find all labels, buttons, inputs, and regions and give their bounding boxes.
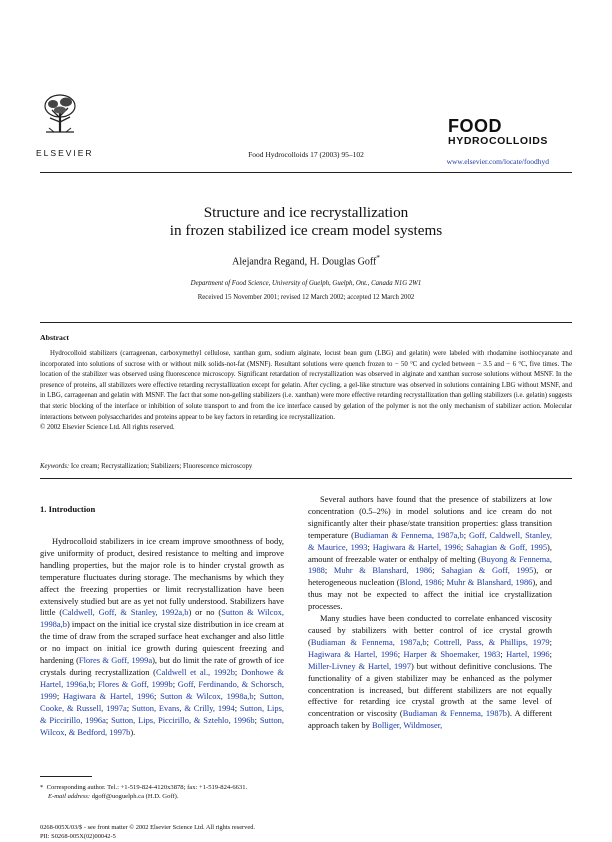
paragraph-text: ; — [105, 714, 112, 725]
paragraph-text: ; — [153, 690, 161, 701]
abstract-body — [40, 349, 572, 434]
paragraph-text: ), or heterogeneous nucleation ( — [308, 565, 552, 588]
abstract-text: Hydrocolloid stabilizers (carrageenan, carboxymethyl cellulose, xanthan gum, sodium alginate, locust bean gum (LBG) and gelatin) were labeled with rhodamine isothiocyanate and incorporated into solutions of sucrose with or without milk solids-not-fat (MSNF). Resultant solutions were quench frozen to − 50 °C and cycled between − 3.5 and − 6 °C, five times. The location of the stabilizer was observed using fluorescence microscopy. Significant retardation of recrystallization was observed in alginate and xanthan sucrose solutions without MSNF. In the presence of proteins, all stabilizers were effective retarding recrystallization except for gelatin. After cycling, a gel-like structure was observed in solutions containing LBG without MSNF, and in LBG, carrageenan and gelatin with MSNF. The fact that some non-gelling stabilizers (i.e. xanthan) were more effective retarding recrystallization than gelling stabilizers (i.e. gelatin) suggests that steric blocking of the interface or inhibition of solute transport to and from the ice interface caused by gelation of the polymer is not the only mechanism of stabilizer action. Molecular interactions between polysaccharides and proteins appear to be key factors in retarding ice recrystallization. — [40, 350, 572, 421]
paragraph-text: Several authors have found that the presence of stabilizers at low concentration (0.5–2%) in model solutions and ice cream do not significantly alter their phase/state transition properties: glass transition temperature ( — [308, 494, 552, 540]
header-rule — [40, 172, 572, 173]
email-address: dgoff@uoguelph.ca (H.D. Goff). — [91, 793, 179, 801]
journal-logo-line1: FOOD — [448, 116, 503, 136]
paragraph-text: ) but without definitive conclusions. The functionality of a given stabilizer may be enhanced as the polymer concentration is increased, but different stabilizers are not equally effective for retarding ice crystal growth at the same level of concentration or viscosity ( — [308, 660, 553, 719]
paragraph-text: ), but do limit the rate of growth of ice crystals during recrystallization ( — [40, 655, 284, 677]
article-title — [0, 204, 612, 241]
paragraph-text: ; — [172, 678, 178, 689]
intro-paragraph-3 — [308, 613, 552, 732]
paragraph-text: ; — [397, 648, 404, 659]
citation-link[interactable]: Hagiwara & Hartel, 1996 — [63, 690, 154, 701]
citation-link[interactable]: Sutton, Evans, & Crilly, 1994 — [131, 702, 235, 713]
citation-link[interactable]: Budiaman & Fennema, 1987a,b — [353, 529, 464, 540]
intro-paragraph-1 — [40, 536, 284, 738]
citation-link[interactable]: Sahagian & Goff, 1995 — [466, 541, 548, 552]
page-footer — [40, 823, 255, 841]
citation-link[interactable]: Caldwell, Goff, & Stanley, 1992a,b — [62, 607, 189, 618]
column-right — [308, 494, 552, 732]
paragraph-text: ; — [126, 702, 132, 713]
paragraph-text: ; — [500, 648, 507, 659]
paragraph-text: ) or no ( — [188, 607, 222, 618]
paragraph-text: ; — [367, 541, 373, 552]
citation-link[interactable]: Sutton & Wilcox, 1998a,b — [40, 607, 284, 630]
abstract-top-rule — [40, 322, 572, 323]
paragraph-text: ; — [441, 577, 447, 588]
citation-link[interactable]: Miller-Livney & Hartel, 1997 — [308, 660, 411, 671]
citation-link[interactable]: Cottrell, Pass, & Phillips, 1979 — [433, 636, 550, 647]
paragraph-text: ; — [463, 529, 469, 540]
email-label: E-mail address: — [48, 793, 91, 801]
authors: Alejandra Regand, H. Douglas Goff — [232, 256, 377, 268]
footer-line-2: PII: S0268-005X(02)00042-5 — [40, 833, 116, 840]
paragraph-text: ; — [432, 565, 442, 576]
paragraph-text: ; — [549, 636, 553, 647]
intro-paragraph-2 — [308, 494, 552, 613]
journal-url-link[interactable]: www.elsevier.com/locate/foodhyd — [446, 157, 549, 166]
paragraph-text: ), and thus may not be expected to affect the initial ice crystallization processes. — [308, 577, 552, 612]
citation-link[interactable]: Hagiwara & Hartel, 1996 — [372, 541, 461, 552]
footnote — [40, 783, 284, 801]
citation-link[interactable]: Sutton, Cooke, & Russell, 1997a — [40, 690, 284, 713]
affiliation: Department of Food Science, University of Guelph, Guelph, Ont., Canada N1G 2W1 — [190, 280, 422, 287]
citation-link[interactable]: Budiaman & Fennema, 1987b — [402, 708, 508, 719]
citation-link[interactable]: Donhowe & Hartel, 1996a,b — [40, 666, 284, 689]
citation-link[interactable]: Goff, Ferdinando, & Schorsch, 1999 — [40, 678, 284, 701]
citation-link[interactable]: Flores & Goff, 1999a — [78, 655, 153, 666]
journal-logo — [448, 118, 548, 147]
citation-link[interactable]: Buyong & Fennema, 1988 — [308, 553, 552, 576]
corresponding-author-mark: * — [376, 254, 380, 262]
keywords-label: Keywords: — [40, 463, 70, 470]
citation-link[interactable]: Sutton & Wilcox, 1998a,b — [160, 690, 254, 701]
paragraph-text: ; — [426, 636, 434, 647]
citation-link[interactable]: Bolliger, Wildmoser, — [371, 720, 443, 731]
journal-logo-line2: HYDROCOLLOIDS — [448, 135, 548, 147]
paragraph-text: ; — [254, 714, 260, 725]
citation-link[interactable]: Flores & Goff, 1999b — [97, 678, 173, 689]
abstract-heading: Abstract — [40, 333, 70, 342]
citation-link[interactable]: Hagiwara & Hartel, 1996 — [308, 648, 398, 659]
citation-link[interactable]: Hartel, 1996 — [506, 648, 550, 659]
footer-line-1: 0268-005X/03/$ - see front matter © 2002 Elsevier Science Ltd. All rights reserved. — [40, 824, 255, 831]
citation-link[interactable]: Sutton, Lips, Piccirillo, & Sztehlo, 1996b — [111, 714, 255, 725]
paragraph-text: ; — [253, 690, 260, 701]
paragraph-text: ; — [56, 690, 64, 701]
publisher-name: ELSEVIER — [36, 148, 94, 158]
paragraph-text: ; — [234, 702, 240, 713]
abstract-copyright: © 2002 Elsevier Science Ltd. All rights reserved. — [40, 424, 175, 432]
paragraph-text: ; — [234, 666, 241, 677]
citation-link[interactable]: Muhr & Blanshard, 1986 — [333, 565, 433, 576]
paragraph-text: ; — [549, 648, 552, 659]
section-heading-introduction: 1. Introduction — [40, 504, 96, 514]
paragraph-text: ). — [130, 726, 136, 737]
paragraph-text: Many studies have been conducted to correlate enhanced viscosity caused by stabilizers with better control of ice crystal growth ( — [308, 613, 552, 647]
paragraph-text: ; — [460, 541, 467, 552]
citation-link[interactable]: Harper & Shoemaker, 1983 — [403, 648, 501, 659]
journal-citation: Food Hydrocolloids 17 (2003) 95–102 — [248, 150, 364, 159]
citation-link[interactable]: Blond, 1986 — [399, 577, 442, 588]
citation-link[interactable]: Sutton, Lips, & Piccirillo, 1996a — [40, 702, 284, 725]
paragraph-text: ). A different approach taken by — [308, 708, 552, 731]
paragraph-text: ) impact on the initial ice crystal size distribution in ice cream at the time of draw from the scraped surface heat exchanger and also little or no impact on initial ice growth during quiescent freezing and hardening ( — [40, 619, 284, 666]
footnote-mark: * — [40, 784, 44, 791]
title-line-2: in frozen stabilized ice cream model systems — [169, 222, 443, 240]
author-list — [0, 254, 612, 267]
citation-link[interactable]: Sahagian & Goff, 1995 — [441, 565, 534, 576]
paragraph-text: Hydrocolloid stabilizers in ice cream improve smoothness of body, give uniformity of product, desired resistance to melting and improve handling properties, but the major role is to hinder crystal growth as temperature fluctuates during storage. The mechanisms by which they affect the freezing properties or limit recrystallization have been extensively studied but are as yet not fully understood. Stabilizers have little ( — [40, 536, 284, 618]
citation-link[interactable]: Budiaman & Fennema, 1987a,b — [310, 636, 427, 647]
title-line-1: Structure and ice recrystallization — [203, 204, 409, 221]
footnote-contact-text: Corresponding author. Tel.: +1-519-824-4120x3878; fax: +1-519-824-6631. — [46, 784, 248, 791]
abstract-bottom-rule — [40, 478, 572, 479]
citation-link[interactable]: Goff, Caldwell, Stanley, & Maurice, 1993 — [308, 529, 552, 552]
footnote-contact — [40, 783, 284, 792]
paragraph-text: ; — [92, 678, 98, 689]
footnote-rule — [40, 776, 92, 777]
keywords-list: Ice cream; Recrystallization; Stabilizers; Fluorescence microscopy — [70, 463, 253, 470]
keywords — [40, 463, 252, 470]
paragraph-text: ), amount of freezable water or enthalpy of melting ( — [308, 541, 552, 564]
paragraph-text: ; — [324, 565, 334, 576]
elsevier-tree-logo — [40, 92, 80, 136]
column-left — [40, 536, 284, 738]
citation-link[interactable]: Caldwell et al., 1992b — [155, 666, 235, 677]
citation-link[interactable]: Sutton, Wilcox, & Bedford, 1997b — [40, 714, 284, 737]
footnote-email — [40, 792, 284, 801]
article-dates: Received 15 November 2001; revised 12 March 2002; accepted 12 March 2002 — [197, 294, 415, 301]
citation-link[interactable]: Muhr & Blanshard, 1986 — [446, 577, 533, 588]
